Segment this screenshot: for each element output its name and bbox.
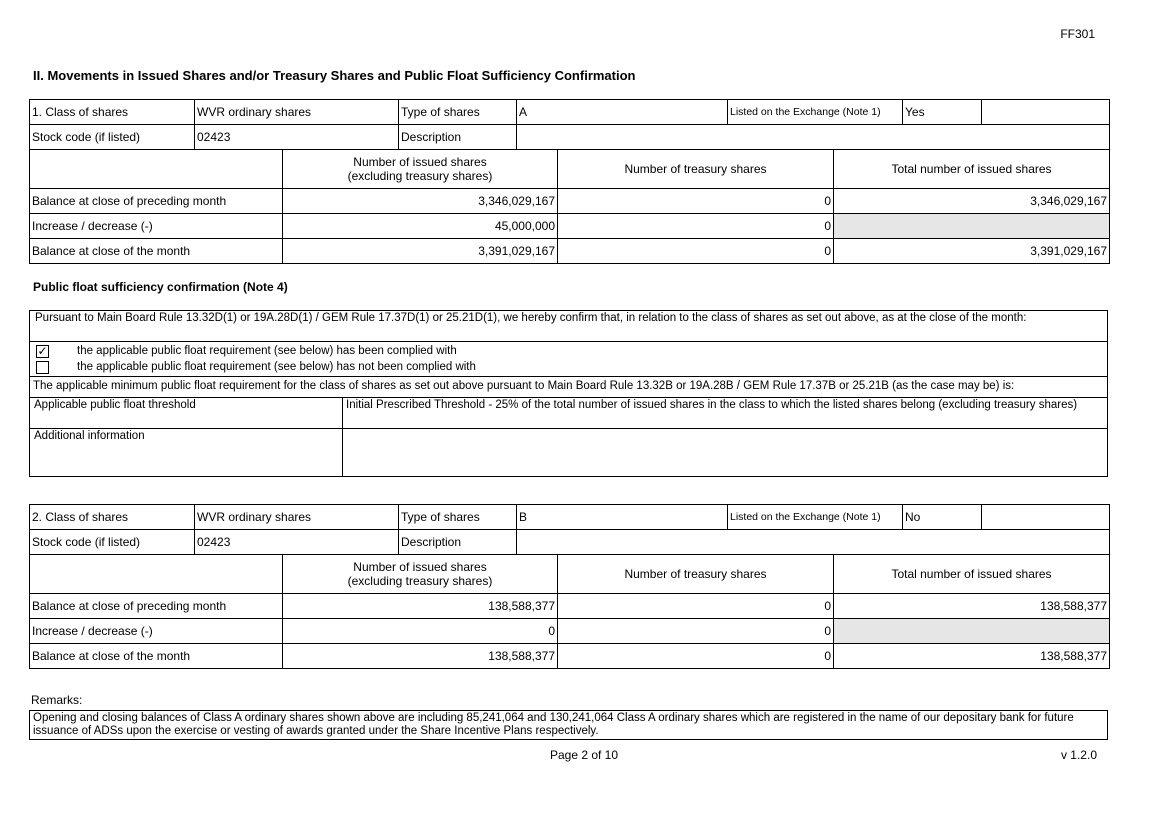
stock-code-label: Stock code (if listed) <box>30 530 195 555</box>
issued-shares-header: Number of issued shares (excluding treasury shares) <box>283 150 558 189</box>
public-float-options <box>30 342 1107 377</box>
treasury-value: 0 <box>558 594 834 619</box>
treasury-value: 0 <box>558 239 834 264</box>
total-value: 3,391,029,167 <box>834 239 1110 264</box>
issued-value: 3,391,029,167 <box>283 239 558 264</box>
description-label: Description <box>399 530 517 555</box>
total-value-disabled <box>834 214 1110 239</box>
table-row <box>30 189 1110 214</box>
type-value: B <box>517 505 728 530</box>
additional-row <box>30 429 1107 476</box>
table-row <box>30 619 1110 644</box>
threshold-row <box>30 398 1107 429</box>
public-float-title: Public float sufficiency confirmation (Note 4) <box>33 280 288 294</box>
class-value: WVR ordinary shares <box>195 505 399 530</box>
class-label: 1. Class of shares <box>30 100 195 125</box>
stock-code-label: Stock code (if listed) <box>30 125 195 150</box>
class-label: 2. Class of shares <box>30 505 195 530</box>
issued-value: 3,346,029,167 <box>283 189 558 214</box>
issued-value: 45,000,000 <box>283 214 558 239</box>
listed-value: Yes <box>903 100 982 125</box>
option-complied[interactable] <box>30 343 1107 359</box>
threshold-value: Initial Prescribed Threshold - 25% of the total number of issued shares in the class to which the listed shares belong (excluding treasury shares) <box>346 399 1078 411</box>
total-value: 138,588,377 <box>834 594 1110 619</box>
listed-label: Listed on the Exchange (Note 1) <box>728 505 903 530</box>
table-row <box>30 644 1110 669</box>
total-shares-header: Total number of issued shares <box>834 150 1110 189</box>
issued-value: 138,588,377 <box>283 594 558 619</box>
not-complied-checkbox[interactable] <box>36 361 49 374</box>
listed-value: No <box>903 505 982 530</box>
class-value: WVR ordinary shares <box>195 100 399 125</box>
issued-value: 0 <box>283 619 558 644</box>
row-label: Balance at close of preceding month <box>30 594 283 619</box>
total-value: 138,588,377 <box>834 644 1110 669</box>
total-shares-header: Total number of issued shares <box>834 555 1110 594</box>
complied-checkbox[interactable]: ✓ <box>37 344 48 358</box>
treasury-value: 0 <box>558 189 834 214</box>
description-value <box>517 125 1110 150</box>
additional-label: Additional information <box>30 429 343 476</box>
treasury-value: 0 <box>558 644 834 669</box>
listed-extra <box>982 505 1110 530</box>
table-row <box>30 594 1110 619</box>
additional-value <box>343 429 1107 476</box>
type-value: A <box>517 100 728 125</box>
page-number: Page 2 of 10 <box>549 748 619 762</box>
public-float-box <box>29 310 1108 477</box>
treasury-value: 0 <box>558 619 834 644</box>
stock-code-value: 02423 <box>195 125 399 150</box>
description-label: Description <box>399 125 517 150</box>
type-label: Type of shares <box>399 100 517 125</box>
stock-code-value: 02423 <box>195 530 399 555</box>
row-label: Balance at close of the month <box>30 644 283 669</box>
public-float-intro: Pursuant to Main Board Rule 13.32D(1) or 19A.28D(1) / GEM Rule 17.37D(1) or 25.21D(1), we hereby confirm that, in relation to the class of shares as set out above, as at the close of the month: <box>30 311 1107 342</box>
option-complied-label: the applicable public float requirement (see below) has been complied with <box>77 345 457 357</box>
row-label: Balance at close of the month <box>30 239 283 264</box>
row-label: Increase / decrease (-) <box>30 214 283 239</box>
remarks-text: Opening and closing balances of Class A ordinary shares shown above are including 85,241,064 and 130,241,064 Class A ordinary shares which are registered in the name of our depositary bank for future issuance of ADSs upon the exercise or vesting of awards granted under the Share Incentive Plans respectively. <box>29 710 1108 740</box>
requirement-text: The applicable minimum public float requirement for the class of shares as set out above pursuant to Main Board Rule 13.32B or 19A.28B / GEM Rule 17.37B or 25.21B (as the case may be) is: <box>30 377 1107 398</box>
issued-shares-header: Number of issued shares (excluding treasury shares) <box>283 555 558 594</box>
description-value <box>517 530 1110 555</box>
row-label: Balance at close of preceding month <box>30 189 283 214</box>
section-title: II. Movements in Issued Shares and/or Treasury Shares and Public Float Sufficiency Confirmation <box>33 68 636 83</box>
row-label: Increase / decrease (-) <box>30 619 283 644</box>
total-value: 3,346,029,167 <box>834 189 1110 214</box>
class1-movement-table <box>29 149 1110 264</box>
treasury-shares-header: Number of treasury shares <box>558 555 834 594</box>
version-label: v 1.2.0 <box>1060 748 1097 762</box>
table-row <box>30 239 1110 264</box>
option-not-complied-label: the applicable public float requirement (see below) has not been complied with <box>77 361 476 373</box>
threshold-label: Applicable public float threshold <box>30 398 343 428</box>
class2-header-table <box>29 504 1110 555</box>
form-code: FF301 <box>1060 27 1095 41</box>
total-value-disabled <box>834 619 1110 644</box>
table-row <box>30 214 1110 239</box>
option-not-complied[interactable] <box>30 359 1107 375</box>
treasury-shares-header: Number of treasury shares <box>558 150 834 189</box>
blank-header <box>30 555 283 594</box>
listed-label: Listed on the Exchange (Note 1) <box>728 100 903 125</box>
listed-extra <box>982 100 1110 125</box>
issued-value: 138,588,377 <box>283 644 558 669</box>
class2-movement-table <box>29 554 1110 669</box>
class1-header-table <box>29 99 1110 150</box>
type-label: Type of shares <box>399 505 517 530</box>
remarks-label: Remarks: <box>31 693 83 707</box>
blank-header <box>30 150 283 189</box>
treasury-value: 0 <box>558 214 834 239</box>
